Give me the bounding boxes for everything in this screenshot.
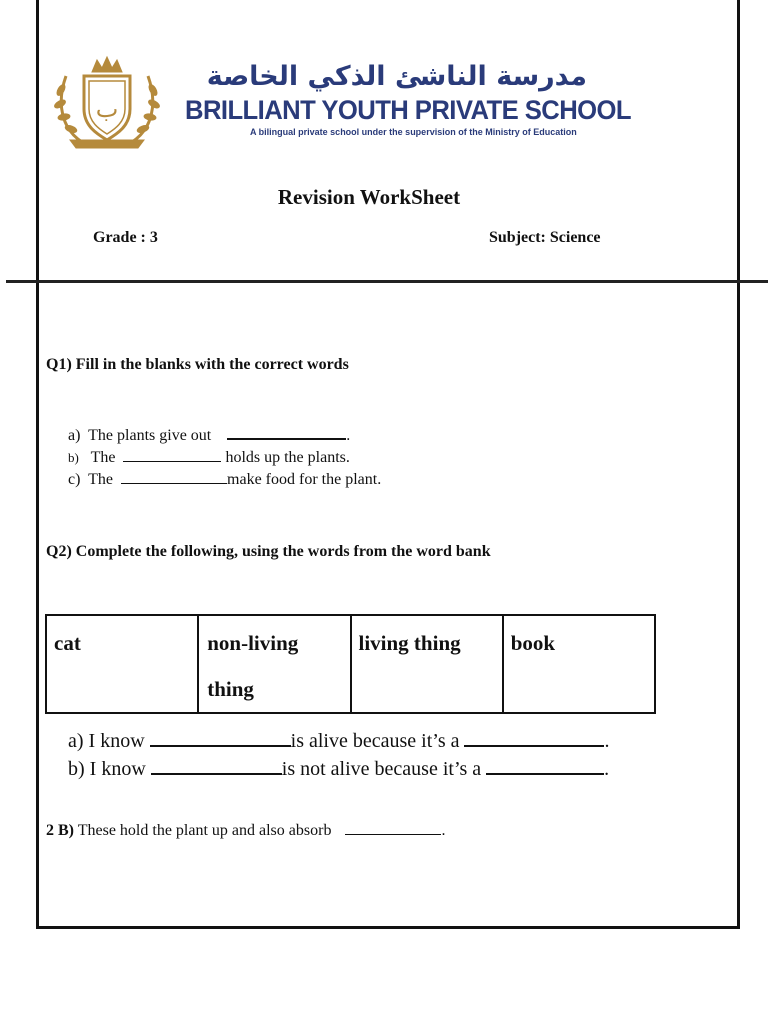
school-name-english: BRILLIANT YOUTH PRIVATE SCHOOL [185, 95, 632, 125]
school-crest-icon [52, 54, 162, 154]
q1-item-a-marker: a) [68, 427, 81, 444]
q2-sentence-b-start: I know [89, 758, 146, 780]
q1-item-a [68, 426, 350, 445]
word-bank-table [45, 614, 656, 714]
q2-sentence-b-blank-2[interactable] [486, 759, 604, 775]
svg-text:ب: ب [95, 95, 119, 123]
q2b-question [46, 822, 445, 840]
q2-sentence-a [68, 730, 609, 753]
header-divider [6, 280, 768, 283]
q2-sentence-a-blank-1[interactable] [150, 731, 291, 747]
q2-heading: Q2) Complete the following, using the words from the word bank [46, 543, 491, 560]
q1-item-b-text: The [90, 449, 116, 466]
q2b-label: 2 B) [46, 822, 74, 839]
q2-sentence-b-blank-1[interactable] [151, 759, 282, 775]
word-bank-cell: living thing [351, 615, 503, 713]
q1-item-b-blank[interactable] [123, 449, 221, 462]
worksheet-title: Revision WorkSheet [277, 185, 461, 209]
q2b-text: These hold the plant up and also absorb [77, 822, 332, 839]
q2-sentence-a-middle: is alive because it’s a [290, 730, 460, 752]
q1-item-a-blank[interactable] [227, 426, 346, 440]
q1-item-b-marker: b) [68, 450, 79, 465]
q1-item-a-end: . [346, 427, 351, 444]
word-bank-cell: non-living thing [198, 615, 350, 713]
q2-sentence-b-end: . [604, 758, 610, 780]
q2-sentence-b-marker: b) [68, 758, 85, 780]
q2-sentence-a-start: I know [88, 730, 145, 752]
q2-sentence-a-blank-2[interactable] [464, 731, 604, 747]
q1-item-c-text: The [88, 471, 114, 488]
q1-item-c [68, 471, 381, 489]
q2-sentence-a-end: . [604, 730, 610, 752]
q2b-blank[interactable] [345, 822, 441, 835]
q2-sentence-b [68, 758, 609, 781]
q1-item-c-end: make food for the plant. [227, 471, 382, 488]
school-tagline: A bilingual private school under the supervision of the Ministry of Education [250, 127, 577, 137]
q1-item-c-marker: c) [68, 471, 81, 488]
q2b-end: . [441, 822, 446, 839]
school-name-arabic: مدرسة الناشئ الذكي الخاصة [206, 61, 587, 92]
q1-item-b-end: holds up the plants. [221, 449, 350, 466]
word-bank-cell: book [503, 615, 655, 713]
word-bank-cell: cat [46, 615, 198, 713]
q1-heading: Q1) Fill in the blanks with the correct words [46, 356, 349, 373]
subject-label: Subject: Science [489, 229, 601, 246]
q1-item-c-blank[interactable] [121, 471, 227, 484]
q1-item-a-text: The plants give out [88, 427, 212, 444]
q2-sentence-a-marker: a) [68, 730, 84, 752]
q1-item-b [68, 449, 350, 467]
q2-sentence-b-middle: is not alive because it’s a [281, 758, 482, 780]
grade-label: Grade : 3 [93, 229, 158, 246]
